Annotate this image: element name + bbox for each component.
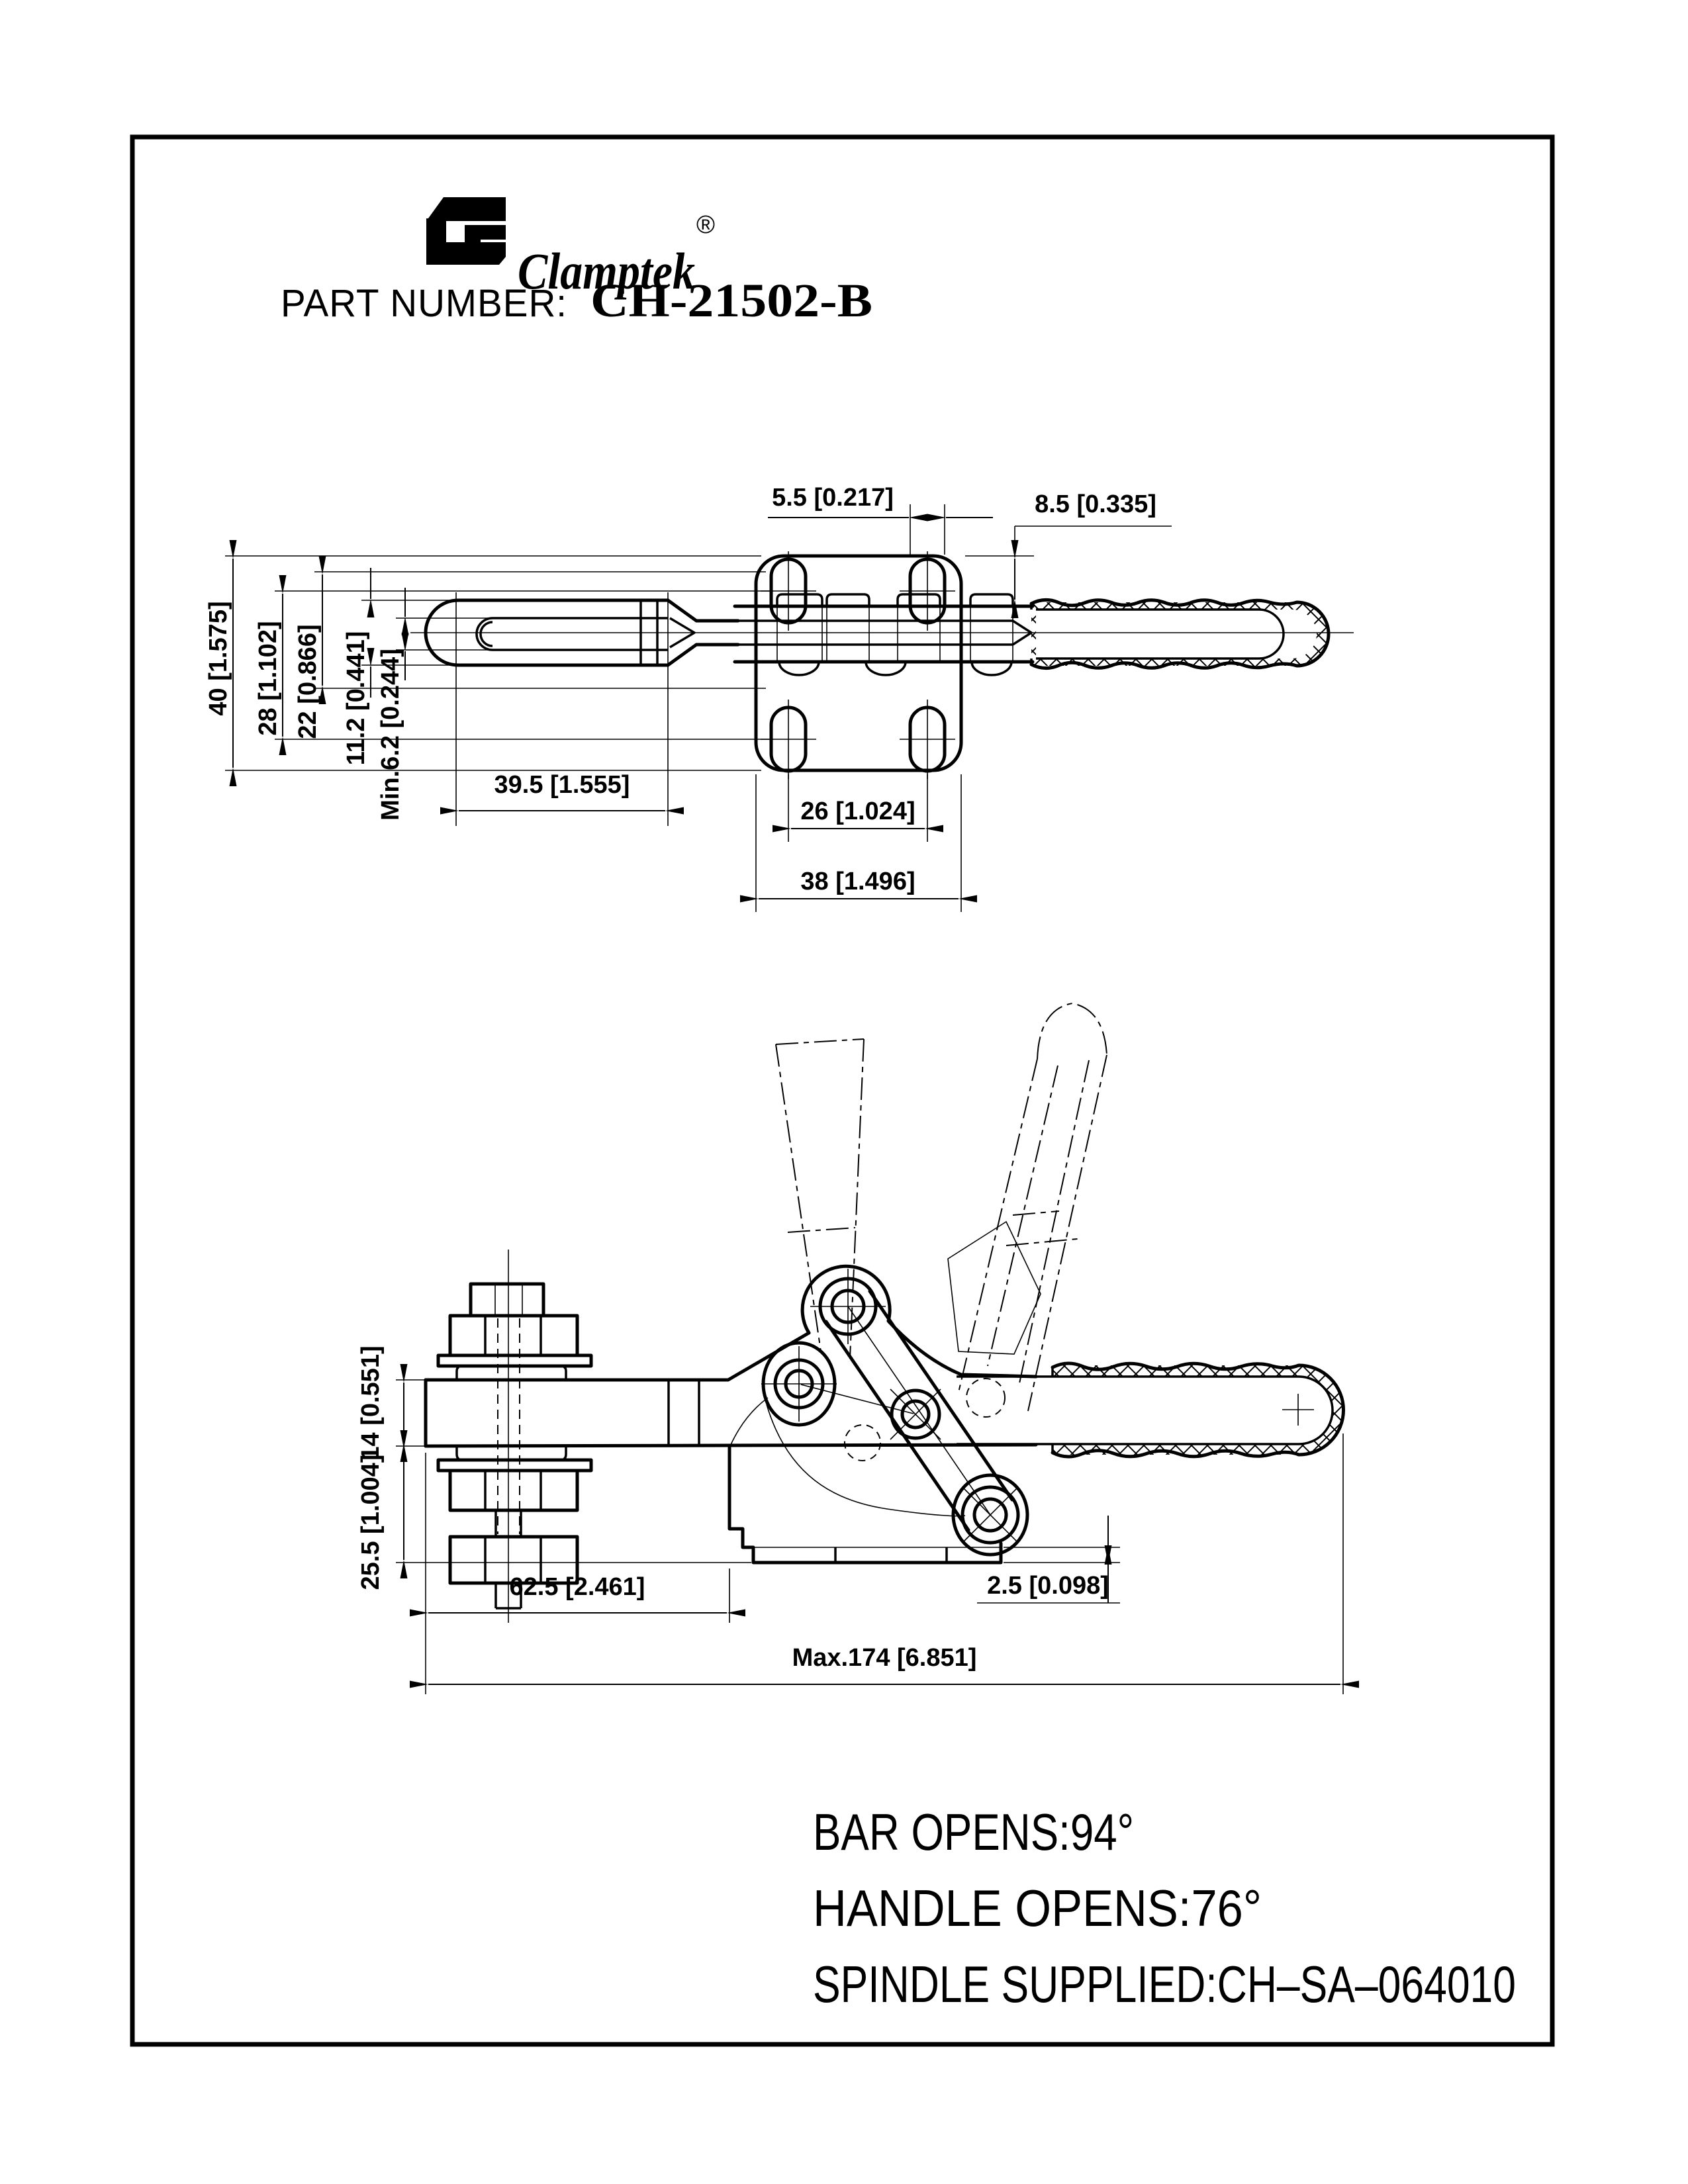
dim-label-overall-max: Max.174 [6.851] <box>792 1644 977 1672</box>
brand-header <box>281 197 872 327</box>
dim-label-bar-outer: 22 [0.866] <box>294 624 322 739</box>
dim-label-slot-min: Min.6.2 [0.244] <box>377 649 404 821</box>
note-bar-opens: BAR OPENS:94° <box>813 1803 1134 1861</box>
part-number-label: PART NUMBER: <box>281 282 567 325</box>
note-handle-opens: HANDLE OPENS:76° <box>813 1879 1262 1937</box>
handle-end-cross <box>1282 1394 1314 1426</box>
note-spindle-supplied: SPINDLE SUPPLIED:CH–SA–064010 <box>813 1955 1516 2013</box>
dim-label-bar-thickness: 14 [0.551] <box>357 1345 385 1461</box>
open-position-phantoms <box>776 1003 1107 1411</box>
dim-label-bar-reach: 62.5 [2.461] <box>509 1573 645 1601</box>
spindle-assembly <box>438 1250 591 1623</box>
registered-mark-icon: ® <box>696 211 715 239</box>
spindle-head <box>471 1284 543 1316</box>
side-view-drawing <box>357 1003 1344 1694</box>
dim-label-hole-row-span: 28 [1.102] <box>254 621 282 736</box>
part-number-value: CH-21502-B <box>590 274 872 327</box>
dim-label-bar-length: 39.5 [1.555] <box>494 771 630 799</box>
clamp-body-side <box>729 1266 1036 1563</box>
dim-label-slot-offset: 5.5 [0.217] <box>772 484 894 512</box>
top-view-drawing <box>205 484 1354 912</box>
linkage-top <box>735 594 1033 675</box>
base-plate-top <box>756 551 961 779</box>
page-border <box>132 137 1552 2044</box>
dim-label-handle-offset: 8.5 [0.335] <box>1035 490 1156 518</box>
dim-label-hole-pitch: 26 [1.024] <box>800 797 915 825</box>
washer-upper <box>438 1355 591 1366</box>
dim-label-bar-width: 11.2 [0.441] <box>342 631 370 766</box>
dim-label-under-bar: 25.5 [1.004] <box>357 1454 385 1590</box>
dim-label-plate-width: 38 [1.496] <box>800 868 915 895</box>
slot-crosshairs <box>761 551 955 779</box>
clamptek-logo-icon <box>426 197 506 265</box>
hex-nut-upper <box>450 1316 577 1355</box>
handle-grip-top <box>1031 600 1329 668</box>
spec-notes <box>813 1803 1516 2013</box>
handle-grip-side <box>957 1363 1344 1457</box>
hex-nut-lower <box>450 1471 577 1510</box>
dim-label-plate-height: 40 [1.575] <box>205 601 232 716</box>
brand-name: Clamptek <box>518 242 695 300</box>
clamp-bar-side <box>426 1333 1036 1446</box>
dim-label-base-plate: 2.5 [0.098] <box>987 1572 1109 1600</box>
